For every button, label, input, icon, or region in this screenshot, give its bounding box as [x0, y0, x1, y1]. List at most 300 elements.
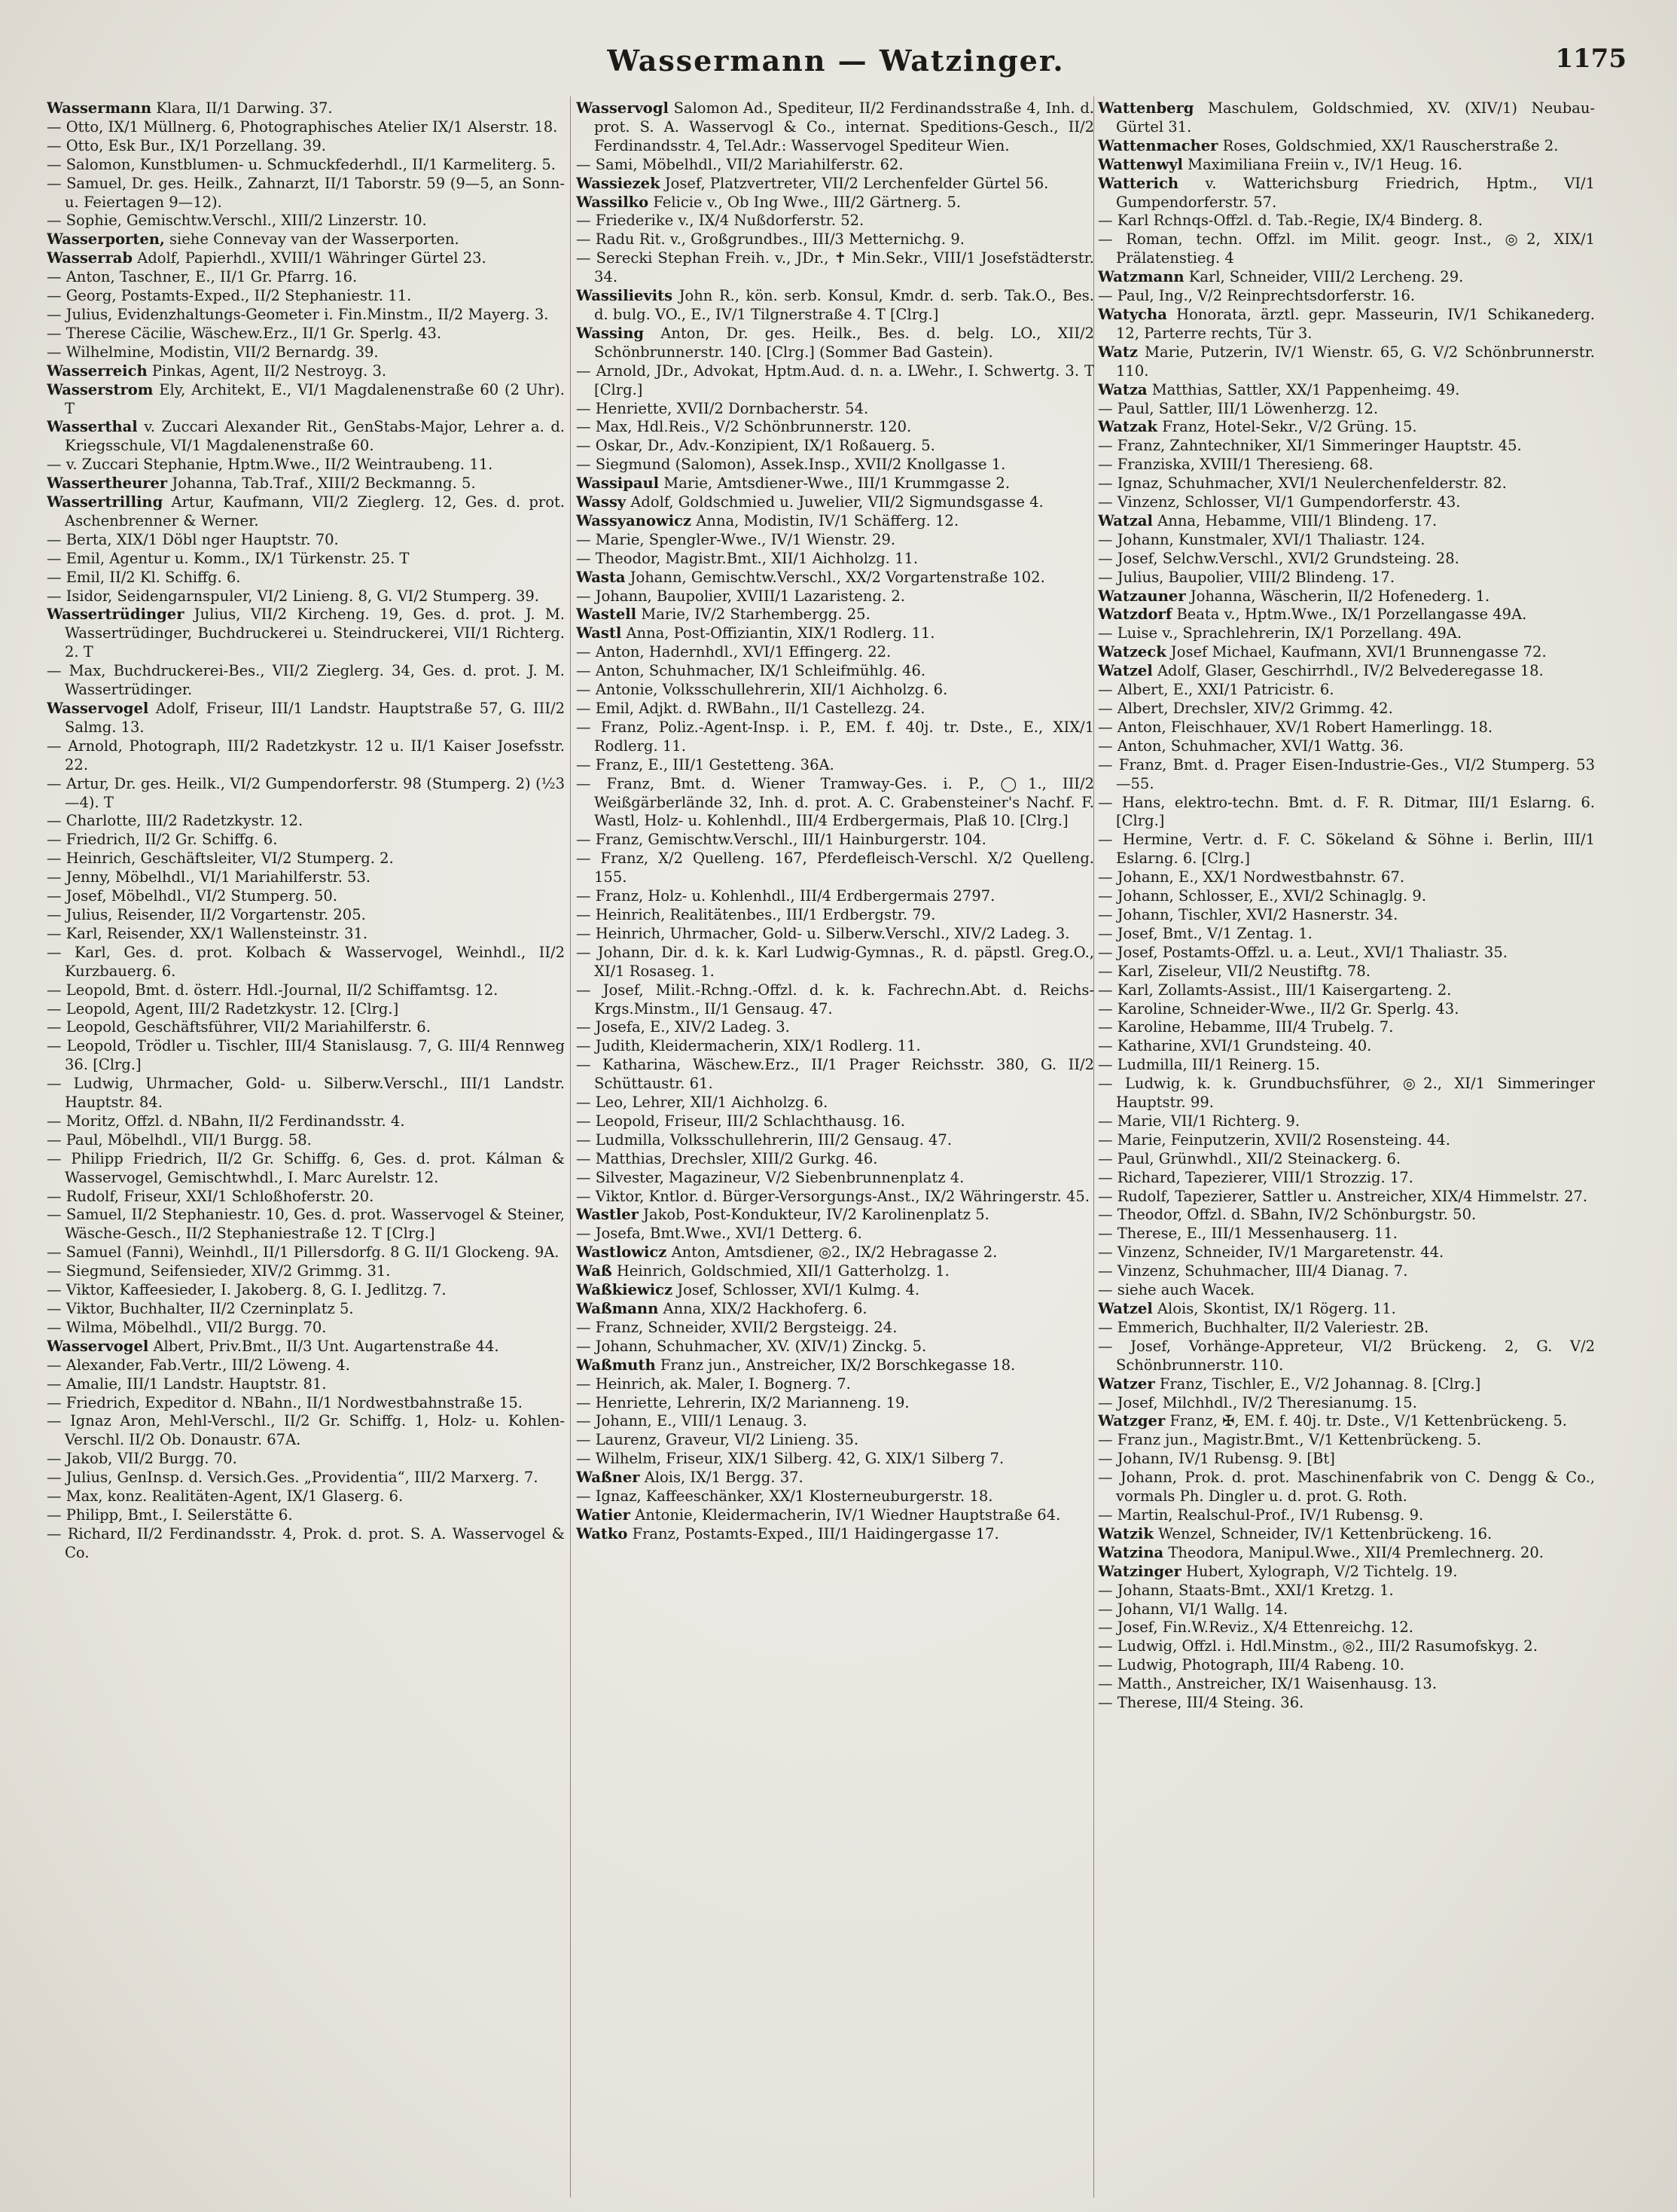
entry-details: — Rudolf, Tapezierer, Sattler u. Anstreicher, XIX/4 Himmelstr. 27. — [1098, 1187, 1588, 1205]
entry-details: — Hermine, Vertr. d. F. C. Sökeland & Söhne i. Berlin, III/1 Eslarng. 6. [Clrg.] — [1098, 831, 1595, 868]
directory-entry — [47, 268, 565, 287]
directory-entry — [1098, 550, 1595, 569]
entry-details: — Therese Cäcilie, Wäschew.Erz., II/1 Gr. Sperlg. 43. — [47, 324, 442, 342]
entry-details: — Vinzenz, Schlosser, VI/1 Gumpendorferstr. 43. — [1098, 493, 1461, 511]
entry-details: — Julius, GenInsp. d. Versich.Ges. „Providentia“, III/2 Marxerg. 7. — [47, 1469, 538, 1487]
directory-entry — [47, 325, 565, 343]
entry-details: — Franz, Bmt. d. Wiener Tramway-Ges. i. P., ◯1., III/2 Weißgärberlände 32, Inh. d. prot. A. C. Grabensteiner's Nachf. F. Wastl, Holz- u. Kohlenhdl., III/4 Erdbergermais, Plaß 10. [Clrg.] — [576, 774, 1094, 830]
entry-details: Julius, VII/2 Kircheng. 19, Ges. d. prot. J. M. Wassertrüdinger, Buchdruckerei u. Steindruckerei, VII/1 Richterg. 2. T — [65, 606, 565, 661]
entry-details: — Josef, Vorhänge-Appreteur, VI/2 Brückeng. 2, G. V/2 Schönbrunnerstr. 110. — [1098, 1337, 1595, 1374]
entry-details: — Albert, Drechsler, XIV/2 Grimmg. 42. — [1098, 700, 1393, 717]
entry-details: Franz, Hotel-Sekr., V/2 Grüng. 15. — [1162, 418, 1417, 436]
entry-details: — Oskar, Dr., Adv.-Konzipient, IX/1 Roßauerg. 5. — [576, 437, 935, 455]
entry-details: — Josef, Milchhdl., IV/2 Theresianumg. 15. — [1098, 1393, 1417, 1411]
entry-details: — Franz, Bmt. d. Prager Eisen-Industrie-Ges., VI/2 Stumperg. 53—55. — [1098, 755, 1595, 792]
entry-details: Alois, IX/1 Bergg. 37. — [644, 1469, 803, 1487]
directory-entry — [1098, 1319, 1595, 1338]
entry-surname: Wassy — [576, 493, 627, 511]
entry-details: — Ignaz, Schuhmacher, XVI/1 Neulerchenfelderstr. 82. — [1098, 474, 1507, 493]
entry-surname: Wattenberg — [1098, 99, 1194, 117]
directory-entry — [576, 1338, 1094, 1356]
entry-details: — Richard, Tapezierer, VIII/1 Strozzig. 17. — [1098, 1168, 1413, 1186]
directory-entry — [576, 1037, 1094, 1056]
entry-surname: Waßkiewicz — [576, 1281, 673, 1299]
entry-details: — Samuel, Dr. ges. Heilk., Zahnarzt, II/1 Taborstr. 59 (9—5, an Sonn- u. Feiertagen 9—12). — [47, 174, 565, 211]
entry-details: — Wilma, Möbelhdl., VII/2 Burgg. 70. — [47, 1318, 327, 1336]
entry-details: Anton, Amtsdiener, ◎2., IX/2 Hebragasse 2. — [671, 1243, 998, 1262]
directory-entry — [47, 1506, 565, 1525]
entry-details: — Anton, Schuhmacher, IX/1 Schleifmühlg. 46. — [576, 662, 926, 680]
directory-entry — [1098, 887, 1595, 906]
entry-details: — Alexander, Fab.Vertr., III/2 Löweng. 4. — [47, 1356, 350, 1374]
column-rule — [570, 96, 571, 2198]
directory-entry — [47, 249, 565, 268]
directory-entry — [1098, 306, 1595, 343]
entry-details: — Karl, Ges. d. prot. Kolbach & Wasservogel, Weinhdl., II/2 Kurzbauerg. 6. — [47, 943, 565, 980]
directory-entry — [1098, 1637, 1595, 1656]
directory-entry — [1098, 437, 1595, 456]
entry-details: — Karl, Reisender, XX/1 Wallensteinstr. 31. — [47, 924, 368, 942]
directory-entry — [1098, 212, 1595, 230]
entry-details: — Ludwig, k. k. Grundbuchsführer, ◎2., XI/1 Simmeringer Hauptstr. 99. — [1098, 1075, 1595, 1112]
directory-entry — [1098, 1338, 1595, 1375]
entry-details: Johann, Gemischtw.Verschl., XX/2 Vorgartenstraße 102. — [630, 568, 1045, 586]
directory-entry — [1098, 1150, 1595, 1169]
entry-surname: Wasservogel — [47, 700, 149, 717]
entry-details: — Anton, Taschner, E., II/1 Gr. Pfarrg. 16. — [47, 268, 358, 286]
entry-details: — Paul, Grünwhdl., XII/2 Steinackerg. 6. — [1098, 1149, 1401, 1167]
entry-surname: Wattenwyl — [1098, 155, 1183, 173]
entry-details: — Julius, Baupolier, VIII/2 Blindeng. 17. — [1098, 568, 1395, 586]
entry-details: — Judith, Kleidermacherin, XIX/1 Rodlerg. 11. — [576, 1037, 921, 1055]
entry-surname: Watier — [576, 1506, 630, 1524]
directory-entry — [47, 1018, 565, 1037]
entry-details: — Marie, Spengler-Wwe., IV/1 Wienstr. 29. — [576, 530, 896, 548]
directory-entry — [1098, 1675, 1595, 1694]
entry-surname: Wassilko — [576, 193, 649, 211]
entry-details: Antonie, Kleidermacherin, IV/1 Wiedner Hauptstraße 64. — [635, 1506, 1061, 1524]
directory-entry — [47, 1150, 565, 1188]
entry-details: — Heinrich, ak. Maler, I. Bognerg. 7. — [576, 1374, 851, 1393]
directory-entry — [1098, 493, 1595, 512]
entry-details: — Hans, elektro-techn. Bmt. d. F. R. Ditmar, III/1 Eslarng. 6. [Clrg.] — [1098, 793, 1595, 830]
entry-details: — Josef, Bmt., V/1 Zentag. 1. — [1098, 924, 1313, 942]
entry-details: — Heinrich, Realitätenbes., III/1 Erdbergstr. 79. — [576, 905, 936, 923]
directory-entry — [47, 137, 565, 156]
directory-entry — [47, 1356, 565, 1375]
entry-details: — Karl Rchnqs-Offzl. d. Tab.-Regie, IX/4 Binderg. 8. — [1098, 212, 1483, 230]
directory-entry — [1098, 1300, 1595, 1319]
entry-details: Matthias, Sattler, XX/1 Pappenheimg. 49. — [1151, 380, 1460, 398]
entry-details: Adolf, Goldschmied u. Juwelier, VII/2 Sigmundsgasse 4. — [630, 493, 1044, 511]
entry-surname: Wassyanowicz — [576, 511, 692, 529]
directory-entry — [1098, 531, 1595, 550]
entry-details: — Arnold, Photograph, III/2 Radetzkystr. 12 u. II/1 Kaiser Josefsstr. 22. — [47, 737, 565, 773]
entry-surname: Wassertheurer — [47, 474, 168, 493]
directory-entry — [1098, 1563, 1595, 1582]
entry-details: — siehe auch Wacek. — [1098, 1281, 1255, 1299]
entry-details: Anton, Dr. ges. Heilk., Bes. d. belg. LO., XII/2 Schönbrunnerstr. 140. [Clrg.] (Sommer Bad Gastein). — [594, 324, 1094, 361]
directory-entry — [1098, 400, 1595, 419]
entry-details: — Karoline, Schneider-Wwe., II/2 Gr. Sperlg. 43. — [1098, 999, 1459, 1018]
entry-details: — Anton, Schuhmacher, XVI/1 Wattg. 36. — [1098, 737, 1404, 755]
entry-surname: Wasserthal — [47, 418, 138, 436]
entry-details: — Ludmilla, Volksschullehrerin, III/2 Gensaug. 47. — [576, 1130, 953, 1149]
directory-entry — [1098, 606, 1595, 624]
directory-entry — [576, 1412, 1094, 1431]
entry-details: — Sophie, Gemischtw.Verschl., XIII/2 Linzerstr. 10. — [47, 212, 427, 230]
entry-details: — Paul, Ing., V/2 Reinprechtsdorferstr. 16. — [1098, 287, 1416, 305]
directory-entry — [47, 1450, 565, 1469]
directory-entry — [576, 400, 1094, 419]
directory-entry — [576, 325, 1094, 362]
directory-entry — [47, 1075, 565, 1112]
directory-entry — [576, 362, 1094, 400]
directory-entry — [47, 306, 565, 325]
entry-details: — Heinrich, Uhrmacher, Gold- u. Silberw.Verschl., XIV/2 Ladeg. 3. — [576, 924, 1070, 942]
entry-details: — Marie, Feinputzerin, XVII/2 Rosensteing. 44. — [1098, 1130, 1450, 1149]
entry-details: — Viktor, Kntlor. d. Bürger-Versorgungs-Anst., IX/2 Währingerstr. 45. — [576, 1187, 1090, 1205]
directory-entry — [576, 1525, 1094, 1544]
entry-details: — Josef, Fin.W.Reviz., X/4 Ettenreichg. 12. — [1098, 1619, 1413, 1637]
entry-details: — Franz, Gemischtw.Verschl., III/1 Hainburgerstr. 104. — [576, 831, 986, 849]
entry-details: — Marie, VII/1 Richterg. 9. — [1098, 1112, 1300, 1130]
entry-details: Karl, Schneider, VIII/2 Lercheng. 29. — [1188, 268, 1464, 286]
directory-entry — [1098, 737, 1595, 756]
directory-entry — [1098, 156, 1595, 175]
entry-details: Franz, Postamts-Exped., III/1 Haidingergasse 17. — [632, 1524, 999, 1542]
directory-entry — [1098, 175, 1595, 212]
directory-entry — [576, 587, 1094, 606]
directory-entry — [47, 868, 565, 887]
directory-entry — [576, 175, 1094, 194]
directory-entry — [576, 1112, 1094, 1131]
entry-details: — Berta, XIX/1 Döbl nger Hauptstr. 70. — [47, 530, 339, 548]
entry-details: — Amalie, III/1 Landstr. Hauptstr. 81. — [47, 1374, 327, 1393]
directory-entry — [1098, 868, 1595, 887]
directory-entry — [576, 700, 1094, 719]
directory-entry — [47, 493, 565, 531]
entry-details: — Franz, E., III/1 Gestetteng. 36A. — [576, 755, 834, 773]
directory-entry — [1098, 512, 1595, 531]
directory-entry — [47, 944, 565, 981]
entry-details: Hubert, Xylograph, V/2 Tichtelg. 19. — [1186, 1562, 1458, 1580]
directory-entry — [47, 775, 565, 813]
entry-details: — Theodor, Magistr.Bmt., XII/1 Aichholzg. 11. — [576, 549, 919, 567]
directory-entry — [576, 1450, 1094, 1469]
entry-details: — Vinzenz, Schuhmacher, III/4 Dianag. 7. — [1098, 1262, 1408, 1280]
entry-details: — Emil, II/2 Kl. Schiffg. 6. — [47, 568, 241, 586]
directory-entry — [1098, 1206, 1595, 1225]
entry-details: — Max, konz. Realitäten-Agent, IX/1 Glaserg. 6. — [47, 1487, 404, 1506]
entry-details: — Emil, Agentur u. Komm., IX/1 Türkenstr. 25. T — [47, 549, 410, 567]
directory-entry — [1098, 1112, 1595, 1131]
directory-entry — [576, 1431, 1094, 1450]
directory-entry — [47, 456, 565, 474]
entry-details: — Johann, E., VIII/1 Lenaug. 3. — [576, 1412, 807, 1430]
entry-details: — Theodor, Offzl. d. SBahn, IV/2 Schönburgstr. 50. — [1098, 1206, 1477, 1224]
directory-entry — [47, 1000, 565, 1019]
directory-entry — [1098, 1018, 1595, 1037]
entry-details: John R., kön. serb. Konsul, Kmdr. d. serb. Tak.O., Bes. d. bulg. VO., E., IV/1 Tilgnerstraße 4. T [Clrg.] — [594, 287, 1094, 323]
entry-surname: Waßmuth — [576, 1356, 656, 1374]
directory-entry — [576, 1169, 1094, 1188]
entry-details: — Ludmilla, III/1 Reinerg. 15. — [1098, 1056, 1320, 1074]
entry-details: Josef, Schlosser, XVI/1 Kulmg. 4. — [677, 1281, 920, 1299]
directory-entry — [1098, 981, 1595, 1000]
entry-details: Albert, Priv.Bmt., II/3 Unt. Augartenstraße 44. — [153, 1337, 499, 1355]
directory-entry — [1098, 99, 1595, 137]
entry-details: — Leopold, Bmt. d. österr. Hdl.-Journal, II/2 Schiffamtsg. 12. — [47, 981, 499, 999]
entry-details: — Leopold, Friseur, III/2 Schlachthausg. 16. — [576, 1112, 905, 1130]
entry-surname: Wassertrilling — [47, 493, 163, 511]
directory-entry — [576, 681, 1094, 700]
entry-details: — Luise v., Sprachlehrerin, IX/1 Porzellang. 49A. — [1098, 624, 1462, 642]
entry-details: Klara, II/1 Darwing. 37. — [156, 99, 333, 117]
entry-details: Marie, Putzerin, IV/1 Wienstr. 65, G. V/2 Schönbrunnerstr. 110. — [1116, 343, 1595, 380]
entry-details: — Friederike v., IX/4 Nußdorferstr. 52. — [576, 212, 864, 230]
entry-details: — Max, Buchdruckerei-Bes., VII/2 Zieglerg. 34, Ges. d. prot. J. M. Wassertrüdinger. — [47, 662, 565, 699]
directory-entry — [1098, 1544, 1595, 1563]
entry-surname: Wastl — [576, 624, 622, 642]
entry-details: — Therese, E., III/1 Messenhauserg. 11. — [1098, 1225, 1398, 1243]
entry-details: — Johann, Dir. d. k. k. Karl Ludwig-Gymnas., R. d. päpstl. Greg.O., XI/1 Rosaseg. 1. — [576, 943, 1094, 980]
directory-entry — [1098, 1582, 1595, 1600]
directory-entry — [47, 550, 565, 569]
directory-entry — [576, 1469, 1094, 1487]
entry-details: Pinkas, Agent, II/2 Nestroyg. 3. — [151, 362, 387, 380]
entry-details: — Franz, Zahntechniker, XI/1 Simmeringer Hauptstr. 45. — [1098, 437, 1522, 455]
entry-details: — Philipp, Bmt., I. Seilerstätte 6. — [47, 1506, 293, 1524]
entry-details: — Johann, E., XX/1 Nordwestbahnstr. 67. — [1098, 868, 1405, 886]
directory-entry — [47, 1487, 565, 1506]
entry-surname: Wassing — [576, 324, 645, 342]
entry-details: — Wilhelmine, Modistin, VII/2 Bernardg. 39. — [47, 343, 379, 361]
directory-entry — [47, 737, 565, 775]
directory-entry — [1098, 681, 1595, 700]
entry-surname: Waßner — [576, 1469, 640, 1487]
entry-details: — Johann, Staats-Bmt., XXI/1 Kretzg. 1. — [1098, 1581, 1394, 1599]
entry-surname: Watzik — [1098, 1524, 1154, 1542]
entry-surname: Watycha — [1098, 305, 1167, 323]
directory-entry — [576, 437, 1094, 456]
entry-details: — Josef, Postamts-Offzl. u. a. Leut., XVI/1 Thaliastr. 35. — [1098, 943, 1508, 961]
entry-details: — Emil, Adjkt. d. RWBahn., II/1 Castellezg. 24. — [576, 700, 925, 717]
entry-details: Felicie v., Ob Ing Wwe., III/2 Gärtnerg. 5. — [653, 193, 962, 211]
entry-details: — Henriette, Lehrerin, IX/2 Marianneng. 19. — [576, 1393, 910, 1411]
entry-details: — Leopold, Trödler u. Tischler, III/4 Stanislausg. 7, G. III/4 Rennweg 36. [Clrg.] — [47, 1037, 565, 1074]
directory-entry — [47, 981, 565, 1000]
directory-entry — [47, 343, 565, 362]
entry-details: — Katharine, XVI/1 Grundsteing. 40. — [1098, 1037, 1372, 1055]
entry-details: — Leo, Lehrer, XII/1 Aichholzg. 6. — [576, 1094, 828, 1112]
entry-surname: Wasservogel — [47, 1337, 149, 1355]
entry-details: — Johann, Tischler, XVI/2 Hasnerstr. 34. — [1098, 905, 1398, 923]
entry-surname: Wassiezek — [576, 174, 660, 192]
directory-entry — [1098, 1262, 1595, 1281]
entry-details: — Friedrich, II/2 Gr. Schiffg. 6. — [47, 831, 278, 849]
directory-entry — [1098, 230, 1595, 268]
entry-details: Anna, Hebamme, VIII/1 Blindeng. 17. — [1157, 511, 1438, 529]
entry-details: — Max, Hdl.Reis., V/2 Schönbrunnerstr. 120. — [576, 418, 912, 436]
entry-details: — Ludwig, Uhrmacher, Gold- u. Silberw.Verschl., III/1 Landstr. Hauptstr. 84. — [47, 1075, 565, 1112]
entry-details: Johanna, Tab.Traf., XIII/2 Beckmanng. 5. — [172, 474, 476, 493]
directory-entry — [576, 1319, 1094, 1338]
directory-entry — [1098, 1656, 1595, 1675]
entry-details: — Josef, Milit.-Rchng.-Offzl. d. k. k. Fachrechn.Abt. d. Reichs-Krgs.Minstm., II/1 Gensaug. 47. — [576, 981, 1094, 1018]
entry-details: — Josefa, E., XIV/2 Ladeg. 3. — [576, 1018, 790, 1036]
directory-entry — [47, 156, 565, 175]
entry-details: — Josef, Möbelhdl., VI/2 Stumperg. 50. — [47, 887, 338, 905]
entry-details: — Franz, Schneider, XVII/2 Bergsteigg. 24. — [576, 1318, 898, 1336]
entry-surname: Watz — [1098, 343, 1138, 361]
directory-entry — [576, 194, 1094, 212]
directory-entry — [1098, 1188, 1595, 1207]
entry-details: Jakob, Post-Kondukteur, IV/2 Karolinenplatz 5. — [643, 1206, 989, 1224]
entry-surname: Wasserreich — [47, 362, 148, 380]
entry-details: — Karoline, Hebamme, III/4 Trubelg. 7. — [1098, 1018, 1394, 1036]
directory-entry — [1098, 1131, 1595, 1150]
entry-surname: Watzdorf — [1098, 606, 1172, 624]
directory-entry — [576, 1150, 1094, 1169]
page-number: 1175 — [1555, 44, 1627, 74]
entry-details: Maximiliana Freiin v., IV/1 Heug. 16. — [1188, 155, 1463, 173]
entry-details: — Martin, Realschul-Prof., IV/1 Rubensg. 9. — [1098, 1506, 1424, 1524]
directory-entry — [576, 1206, 1094, 1225]
directory-entry — [47, 175, 565, 212]
entry-details: — Arnold, JDr., Advokat, Hptm.Aud. d. n. a. LWehr., I. Schwertg. 3. T [Clrg.] — [576, 362, 1094, 398]
entry-details: — Ignaz Aron, Mehl-Verschl., II/2 Gr. Schiffg. 1, Holz- u. Kohlen-Verschl. II/2 Ob. Donaustr. 67A. — [47, 1412, 565, 1449]
directory-entry — [576, 1394, 1094, 1413]
directory-entry — [576, 719, 1094, 756]
entry-surname: Watzmann — [1098, 268, 1185, 286]
entry-details: — Emmerich, Buchhalter, II/2 Valeriestr. 2B. — [1098, 1318, 1429, 1336]
entry-details: — Georg, Postamts-Exped., II/2 Stephaniestr. 11. — [47, 287, 412, 305]
directory-entry — [1098, 1056, 1595, 1075]
directory-entry — [576, 850, 1094, 887]
directory-entry — [1098, 1694, 1595, 1713]
entry-details: — Franz jun., Magistr.Bmt., V/1 Kettenbrückeng. 5. — [1098, 1431, 1482, 1449]
directory-entry — [576, 775, 1094, 831]
entry-details: — Franz, X/2 Quelleng. 167, Pferdefleisch-Verschl. X/2 Quelleng. 155. — [576, 850, 1094, 886]
directory-entry — [1098, 719, 1595, 737]
directory-entry — [576, 1018, 1094, 1037]
directory-entry — [47, 887, 565, 906]
directory-entry — [47, 212, 565, 230]
directory-entry — [1098, 1075, 1595, 1112]
entry-details: — Henriette, XVII/2 Dornbacherstr. 54. — [576, 399, 869, 417]
directory-entry — [47, 700, 565, 737]
entry-details: — Viktor, Kaffeesieder, I. Jakoberg. 8, G. I. Jedlitzg. 7. — [47, 1281, 447, 1299]
directory-entry — [1098, 343, 1595, 381]
entry-details: — Serecki Stephan Freih. v., JDr., ✝ Min.Sekr., VIII/1 Josefstädterstr. 34. — [576, 249, 1094, 286]
entry-details: — Matth., Anstreicher, IX/1 Waisenhausg. 13. — [1098, 1675, 1438, 1693]
entry-details: — Jenny, Möbelhdl., VI/1 Mariahilferstr. 53. — [47, 868, 371, 886]
entry-details: — Charlotte, III/2 Radetzkystr. 12. — [47, 812, 303, 830]
entry-details: — Samuel (Fanni), Weinhdl., II/1 Pillersdorfg. 8 G. II/1 Glockeng. 9A. — [47, 1243, 560, 1262]
entry-details: — Franziska, XVIII/1 Theresieng. 68. — [1098, 456, 1374, 474]
entry-details: — Ludwig, Offzl. i. Hdl.Minstm., ◎2., III/2 Rasumofskyg. 2. — [1098, 1637, 1538, 1655]
entry-surname: Wattenmacher — [1098, 136, 1218, 154]
directory-entry — [47, 1412, 565, 1450]
entry-details: — Karl, Zollamts-Assist., III/1 Kaisergarteng. 2. — [1098, 981, 1452, 999]
directory-entry — [47, 1300, 565, 1319]
directory-entry — [47, 1131, 565, 1150]
directory-entry — [47, 1206, 565, 1243]
entry-surname: Watzger — [1098, 1412, 1166, 1430]
directory-entry — [576, 531, 1094, 550]
directory-entry — [1098, 662, 1595, 681]
directory-entry — [576, 493, 1094, 512]
entry-details: v. Zuccari Alexander Rit., GenStabs-Major, Lehrer a. d. Kriegsschule, VI/1 Magdalenenstraße 60. — [65, 418, 565, 455]
entry-details: — Rudolf, Friseur, XXI/1 Schloßhoferstr. 20. — [47, 1187, 374, 1205]
directory-entry — [576, 624, 1094, 643]
entry-surname: Watzina — [1098, 1543, 1164, 1561]
entry-details: — Karl, Ziseleur, VII/2 Neustiftg. 78. — [1098, 962, 1371, 980]
entry-details: — Leopold, Agent, III/2 Radetzkystr. 12. [Clrg.] — [47, 999, 399, 1018]
directory-entry — [47, 569, 565, 587]
entry-details: — Artur, Dr. ges. Heilk., VI/2 Gumpendorferstr. 98 (Stumperg. 2) (½3—4). T — [47, 774, 565, 811]
entry-details: — Anton, Fleischhauer, XV/1 Robert Hamerlingg. 18. — [1098, 718, 1493, 736]
entry-details: Anna, Modistin, IV/1 Schäfferg. 12. — [696, 511, 959, 529]
directory-entry — [576, 662, 1094, 681]
entry-surname: Watzer — [1098, 1374, 1155, 1393]
entry-surname: Watko — [576, 1524, 628, 1542]
directory-entry — [47, 1525, 565, 1563]
directory-entry — [47, 362, 565, 381]
entry-surname: Waß — [576, 1262, 612, 1280]
directory-entry — [576, 550, 1094, 569]
directory-entry — [47, 1188, 565, 1207]
entry-surname: Wasserstrom — [47, 380, 154, 398]
entry-details: Franz, ✠, EM. f. 40j. tr. Dste., V/1 Kettenbrückeng. 5. — [1169, 1412, 1567, 1430]
entry-details: — Franz, Poliz.-Agent-Insp. i. P., EM. f. 40j. tr. Dste., E., XIX/1 Rodlerg. 11. — [576, 718, 1094, 755]
directory-entry — [1098, 1243, 1595, 1262]
directory-entry — [576, 512, 1094, 531]
entry-details: — v. Zuccari Stephanie, Hptm.Wwe., II/2 Weintraubeng. 11. — [47, 456, 493, 474]
entry-details: Roses, Goldschmied, XX/1 Rauscherstraße 2. — [1222, 136, 1559, 154]
directory-entry — [1098, 1000, 1595, 1019]
directory-entry — [576, 287, 1094, 325]
entry-surname: Watzel — [1098, 662, 1153, 680]
entry-surname: Wassermann — [47, 99, 152, 117]
entry-details: — Viktor, Buchhalter, II/2 Czerninplatz 5. — [47, 1300, 354, 1317]
directory-entry — [47, 1338, 565, 1356]
column-3 — [1098, 99, 1595, 2193]
entry-surname: Wastell — [576, 606, 637, 624]
entry-details: — Otto, Esk Bur., IX/1 Porzellang. 39. — [47, 136, 326, 154]
entry-details: Alois, Skontist, IX/1 Rögerg. 11. — [1157, 1300, 1396, 1317]
directory-entry — [1098, 1169, 1595, 1188]
directory-entry — [1098, 1394, 1595, 1413]
directory-entry — [1098, 287, 1595, 306]
directory-entry — [1098, 906, 1595, 925]
directory-entry — [576, 1506, 1094, 1525]
entry-surname: Wasta — [576, 568, 626, 586]
directory-entry — [47, 1281, 565, 1300]
directory-entry — [576, 230, 1094, 249]
entry-details: — Johann, Prok. d. prot. Maschinenfabrik von C. Dengg & Co., vormals Ph. Dingler u. d. prot. G. Roth. — [1098, 1469, 1595, 1506]
directory-entry — [1098, 1450, 1595, 1469]
directory-entry — [47, 831, 565, 850]
directory-entry — [47, 1262, 565, 1281]
directory-entry — [576, 212, 1094, 230]
directory-entry — [47, 850, 565, 868]
directory-entry — [576, 156, 1094, 175]
directory-entry — [576, 1487, 1094, 1506]
entry-details: — Josefa, Bmt.Wwe., XVI/1 Detterg. 6. — [576, 1225, 862, 1243]
entry-details: — Paul, Sattler, III/1 Löwenherzg. 12. — [1098, 399, 1379, 417]
